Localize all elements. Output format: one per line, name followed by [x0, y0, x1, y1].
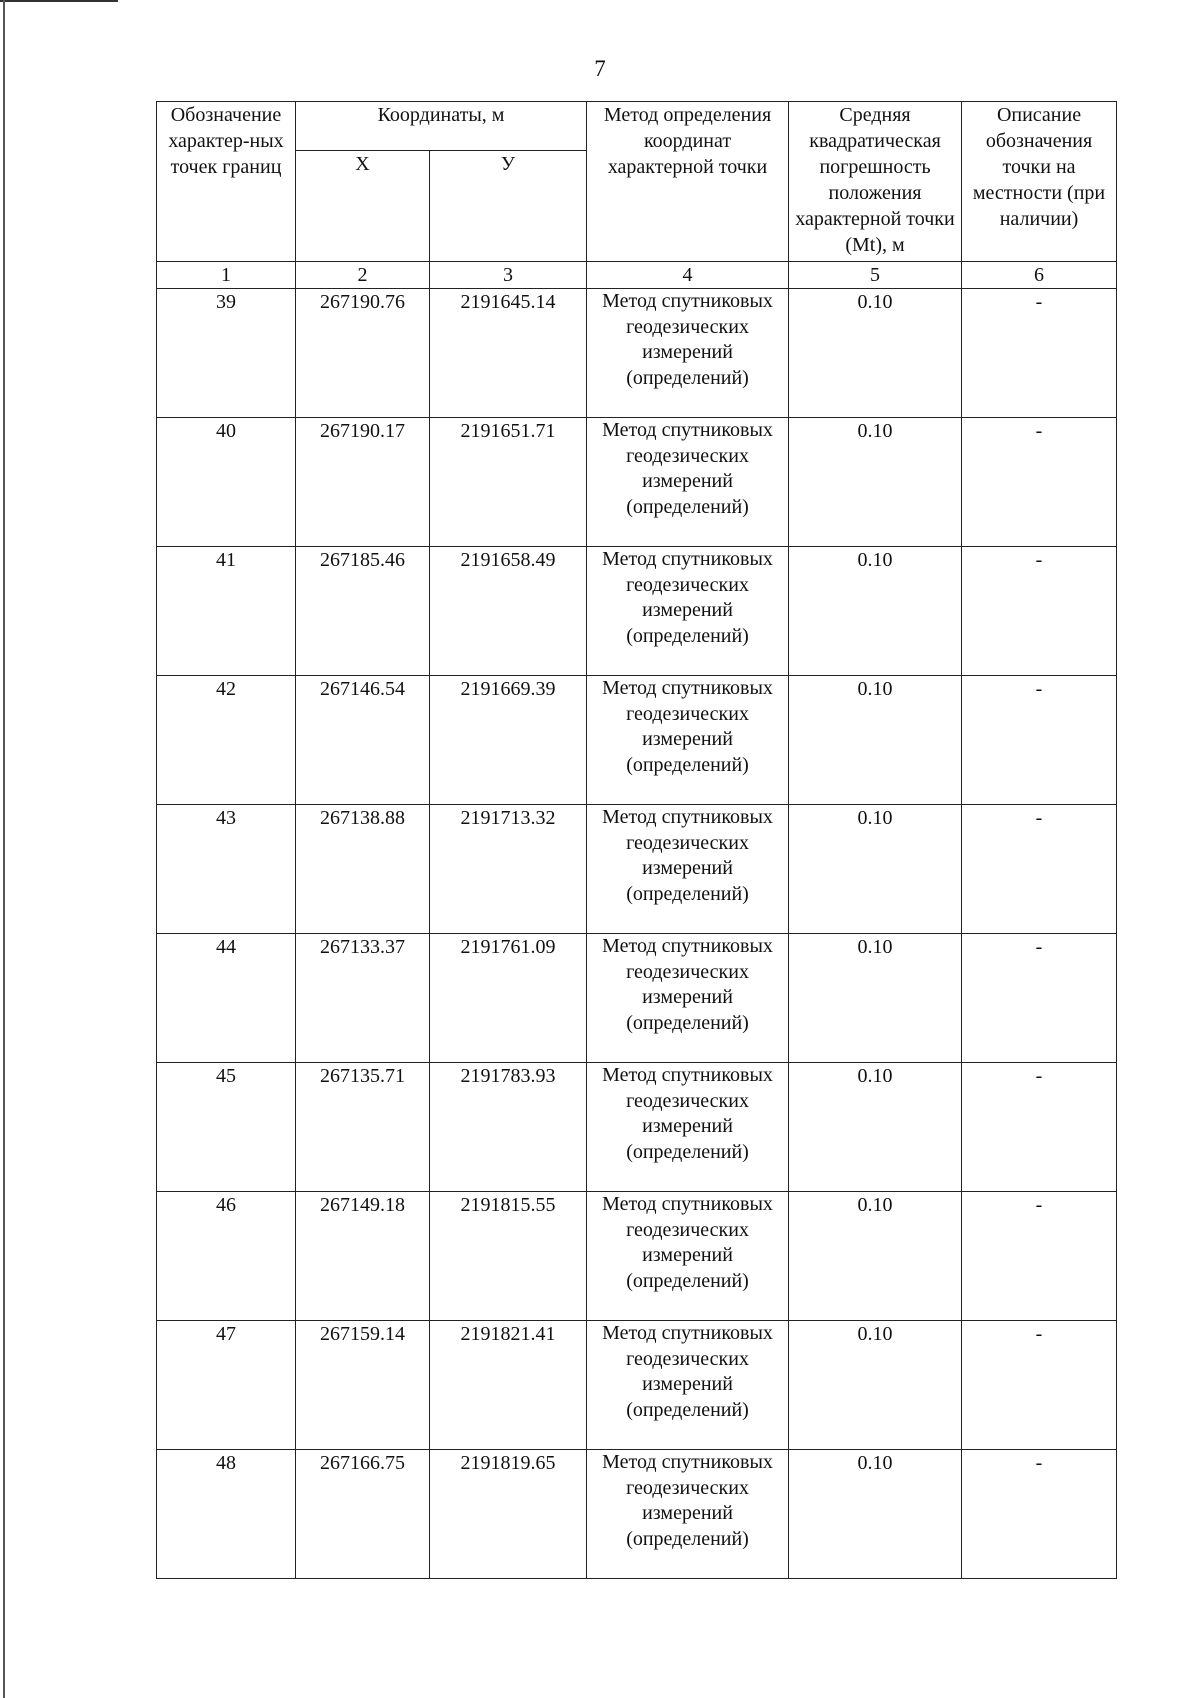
description: - — [962, 676, 1117, 805]
table-row — [157, 676, 1117, 805]
description: - — [962, 1321, 1117, 1450]
coord-y: 2191819.65 — [430, 1450, 587, 1579]
point-id: 42 — [157, 676, 296, 805]
coord-x: 267185.46 — [296, 547, 430, 676]
coord-x: 267146.54 — [296, 676, 430, 805]
header-description: Описание обозначения точки на местности (при наличии) — [962, 102, 1117, 262]
column-number-row — [157, 262, 1117, 289]
point-id: 43 — [157, 805, 296, 934]
table-row — [157, 547, 1117, 676]
header-coordinates: Координаты, м — [296, 102, 587, 151]
coord-y: 2191645.14 — [430, 289, 587, 418]
description: - — [962, 418, 1117, 547]
error-value: 0.10 — [789, 418, 962, 547]
point-id: 45 — [157, 1063, 296, 1192]
description: - — [962, 547, 1117, 676]
method: Метод спутниковых геодезических измерений (определений) — [587, 676, 789, 805]
coord-y: 2191783.93 — [430, 1063, 587, 1192]
table-row — [157, 1192, 1117, 1321]
coord-y: 2191669.39 — [430, 676, 587, 805]
description: - — [962, 1063, 1117, 1192]
method: Метод спутниковых геодезических измерений (определений) — [587, 1450, 789, 1579]
point-id: 44 — [157, 934, 296, 1063]
column-number: 4 — [587, 262, 789, 289]
method: Метод спутниковых геодезических измерений (определений) — [587, 805, 789, 934]
method: Метод спутниковых геодезических измерений (определений) — [587, 1321, 789, 1450]
coord-y: 2191821.41 — [430, 1321, 587, 1450]
table-row — [157, 1450, 1117, 1579]
error-value: 0.10 — [789, 1321, 962, 1450]
point-id: 41 — [157, 547, 296, 676]
column-number: 3 — [430, 262, 587, 289]
error-value: 0.10 — [789, 676, 962, 805]
error-value: 0.10 — [789, 934, 962, 1063]
coord-y: 2191815.55 — [430, 1192, 587, 1321]
header-method: Метод определения координат характерной точки — [587, 102, 789, 262]
table-row — [157, 1321, 1117, 1450]
method: Метод спутниковых геодезических измерений (определений) — [587, 547, 789, 676]
table-row — [157, 418, 1117, 547]
coord-x: 267166.75 — [296, 1450, 430, 1579]
description: - — [962, 289, 1117, 418]
method: Метод спутниковых геодезических измерений (определений) — [587, 1192, 789, 1321]
point-id: 47 — [157, 1321, 296, 1450]
column-number: 1 — [157, 262, 296, 289]
point-id: 48 — [157, 1450, 296, 1579]
point-id: 40 — [157, 418, 296, 547]
error-value: 0.10 — [789, 289, 962, 418]
table-row — [157, 1063, 1117, 1192]
table-row — [157, 289, 1117, 418]
coord-x: 267149.18 — [296, 1192, 430, 1321]
description: - — [962, 1450, 1117, 1579]
header-error: Средняя квадратическая погрешность положения характерной точки (Mt), м — [789, 102, 962, 262]
point-id: 46 — [157, 1192, 296, 1321]
method: Метод спутниковых геодезических измерений (определений) — [587, 934, 789, 1063]
error-value: 0.10 — [789, 1063, 962, 1192]
description: - — [962, 1192, 1117, 1321]
description: - — [962, 934, 1117, 1063]
error-value: 0.10 — [789, 547, 962, 676]
table-row — [157, 934, 1117, 1063]
coord-x: 267138.88 — [296, 805, 430, 934]
coord-y: 2191713.32 — [430, 805, 587, 934]
top-rule — [0, 0, 118, 2]
column-number: 6 — [962, 262, 1117, 289]
column-number: 2 — [296, 262, 430, 289]
page-number: 7 — [594, 56, 606, 81]
header-y: У — [430, 151, 587, 262]
method: Метод спутниковых геодезических измерений (определений) — [587, 418, 789, 547]
coord-x: 267135.71 — [296, 1063, 430, 1192]
point-id: 39 — [157, 289, 296, 418]
header-point-designation: Обозначение характер-ных точек границ — [157, 102, 296, 262]
coord-x: 267133.37 — [296, 934, 430, 1063]
coord-x: 267190.17 — [296, 418, 430, 547]
coord-y: 2191761.09 — [430, 934, 587, 1063]
column-number: 5 — [789, 262, 962, 289]
coord-x: 267159.14 — [296, 1321, 430, 1450]
table-row — [157, 805, 1117, 934]
coord-y: 2191658.49 — [430, 547, 587, 676]
coordinates-table — [156, 101, 1117, 1579]
error-value: 0.10 — [789, 805, 962, 934]
header-x: X — [296, 151, 430, 262]
method: Метод спутниковых геодезических измерений (определений) — [587, 289, 789, 418]
coord-x: 267190.76 — [296, 289, 430, 418]
error-value: 0.10 — [789, 1450, 962, 1579]
coord-y: 2191651.71 — [430, 418, 587, 547]
description: - — [962, 805, 1117, 934]
error-value: 0.10 — [789, 1192, 962, 1321]
method: Метод спутниковых геодезических измерений (определений) — [587, 1063, 789, 1192]
left-margin-rule — [3, 0, 5, 1698]
